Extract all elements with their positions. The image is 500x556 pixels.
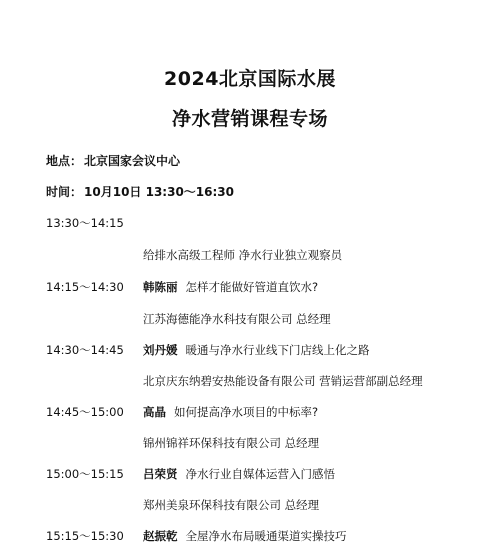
speaker-name: 吕荣贤: [143, 467, 178, 481]
session-org: 郑州美泉环保科技有限公司 总经理: [143, 498, 320, 512]
session-org: 北京庆东纳碧安热能设备有限公司 营销运营部副总经理: [143, 374, 423, 388]
session-org: 江苏海德能净水科技有限公司 总经理: [143, 312, 331, 326]
location-line: [46, 152, 180, 169]
speaker-name: 刘丹媛: [143, 343, 178, 357]
session-speaker-line: [143, 279, 318, 295]
page-title-line-2: 净水营销课程专场: [171, 108, 328, 130]
session-topic: 净水行业自媒体运营入门感悟: [185, 467, 335, 481]
page-title-line-1: 2024北京国际水展: [164, 68, 336, 90]
speaker-name: 高晶: [143, 405, 166, 419]
session-topic: 全屋净水布局暖通渠道实操技巧: [185, 529, 347, 543]
session-topic: 暖通与净水行业线下门店线上化之路: [185, 343, 370, 357]
time-line: [46, 183, 234, 200]
session-speaker-line: [143, 528, 347, 544]
session-time: 15:00～15:15: [46, 467, 124, 481]
time-value: 10月10日 13:30～16:30: [84, 185, 234, 199]
time-label: 时间：: [46, 185, 83, 199]
session-time: 14:30～14:45: [46, 343, 124, 357]
location-value: 北京国家会议中心: [84, 154, 181, 168]
session-time: 13:30～14:15: [46, 216, 124, 230]
session-speaker-line: [143, 404, 318, 420]
speaker-name: 韩陈丽: [143, 280, 178, 294]
session-time: 15:15～15:30: [46, 529, 124, 543]
session-speaker-line: [143, 466, 335, 482]
session-org: 锦州锦祥环保科技有限公司 总经理: [143, 436, 320, 450]
session-org: 给排水高级工程师 净水行业独立观察员: [143, 248, 343, 262]
session-topic: 如何提高净水项目的中标率?: [174, 405, 319, 419]
session-speaker-line: [143, 342, 370, 358]
session-time: 14:45～15:00: [46, 405, 124, 419]
location-label: 地点：: [46, 154, 83, 168]
speaker-name: 赵振乾: [143, 529, 178, 543]
session-topic: 怎样才能做好管道直饮水?: [185, 280, 319, 294]
session-time: 14:15～14:30: [46, 280, 124, 294]
